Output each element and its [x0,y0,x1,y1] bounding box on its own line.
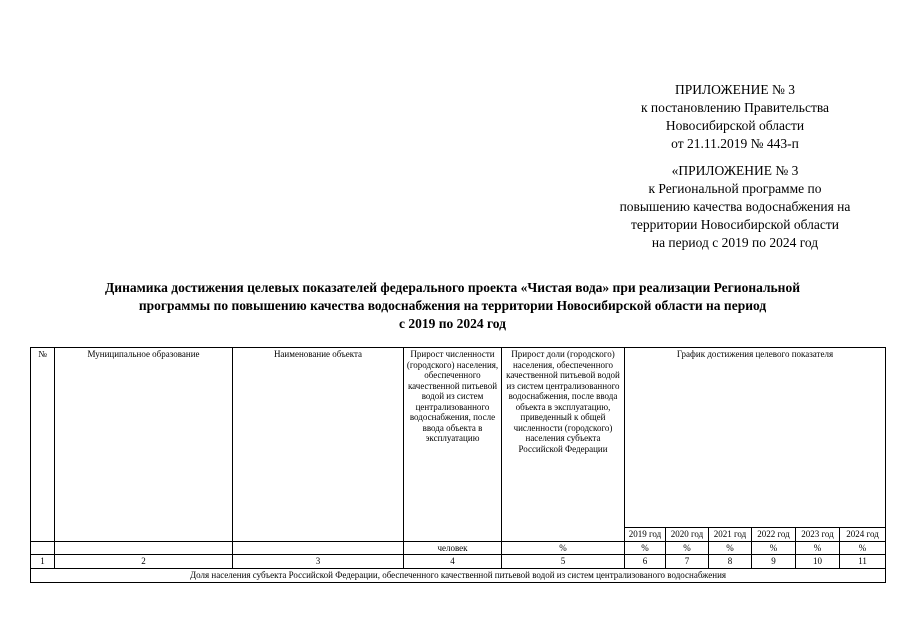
header-share-growth: Прирост доли (городского) населения, обеспеченного качественной питьевой водой из систем централизованного водоснабжения, после ввода объекта в эксплуатацию, приведенный к общей численности (городского) населения субъекта Российской Федерации [502,348,625,542]
unit-cell: % [625,541,666,555]
unit-cell: % [796,541,840,555]
document-title-line1: Динамика достижения целевых показателей федерального проекта «Чистая вода» при реализации Региональной [105,280,800,295]
unit-cell: человек [404,541,502,555]
column-number-cell: 7 [666,555,709,569]
header-year: 2022 год [752,528,796,542]
unit-cell: % [709,541,752,555]
header-year: 2024 год [840,528,886,542]
column-number-cell: 8 [709,555,752,569]
unit-cell: % [502,541,625,555]
indicators-table [30,347,886,583]
column-number-cell: 1 [31,555,55,569]
appendix-program-line5: на период с 2019 по 2024 год [651,235,819,250]
appendix-program-line1: «ПРИЛОЖЕНИЕ № 3 [671,163,799,178]
appendix-program-block [575,162,895,252]
column-number-cell: 3 [233,555,404,569]
appendix-program-line4: территории Новосибирской области [631,217,839,232]
table-header-row [31,348,886,528]
column-number-cell: 4 [404,555,502,569]
column-number-cell: 11 [840,555,886,569]
column-number-cell: 10 [796,555,840,569]
appendix-resolution-line1: ПРИЛОЖЕНИЕ № 3 [674,82,796,97]
unit-cell: % [840,541,886,555]
unit-cell [55,541,233,555]
header-municipality: Муниципальное образование [55,348,233,542]
table-units-row [31,541,886,555]
unit-cell [31,541,55,555]
appendix-program-line2: к Региональной программе по [648,181,822,196]
column-number-cell: 5 [502,555,625,569]
table-column-numbers-row [31,555,886,569]
header-schedule: График достижения целевого показателя [625,348,886,528]
column-number-cell: 2 [55,555,233,569]
appendix-resolution-line4: от 21.11.2019 № 443-п [671,136,799,151]
header-year: 2021 год [709,528,752,542]
document-title-line2: программы по повышению качества водоснабжения на территории Новосибирской области на период [138,298,767,313]
appendix-program-line3: повышению качества водоснабжения на [619,199,851,214]
unit-cell [233,541,404,555]
appendix-resolution-block [575,81,895,153]
header-object-name: Наименование объекта [233,348,404,542]
header-year: 2020 год [666,528,709,542]
header-population-growth: Прирост численности (городского) населения, обеспеченного качественной питьевой водой из систем централизованного водоснабжения, после ввода объекта в эксплуатацию [404,348,502,542]
section-title: Доля населения субъекта Российской Федерации, обеспеченного качественной питьевой водой из систем централизованого водоснабжения [31,568,886,582]
header-num: № [31,348,55,542]
header-year: 2019 год [625,528,666,542]
unit-cell: % [752,541,796,555]
column-number-cell: 6 [625,555,666,569]
appendix-resolution-line2: к постановлению Правительства [640,100,830,115]
appendix-resolution-line3: Новосибирской области [665,118,805,133]
table-section-row [31,568,886,582]
column-number-cell: 9 [752,555,796,569]
document-title-line3: с 2019 по 2024 год [398,316,506,331]
unit-cell: % [666,541,709,555]
header-year: 2023 год [796,528,840,542]
document-title [40,279,865,333]
